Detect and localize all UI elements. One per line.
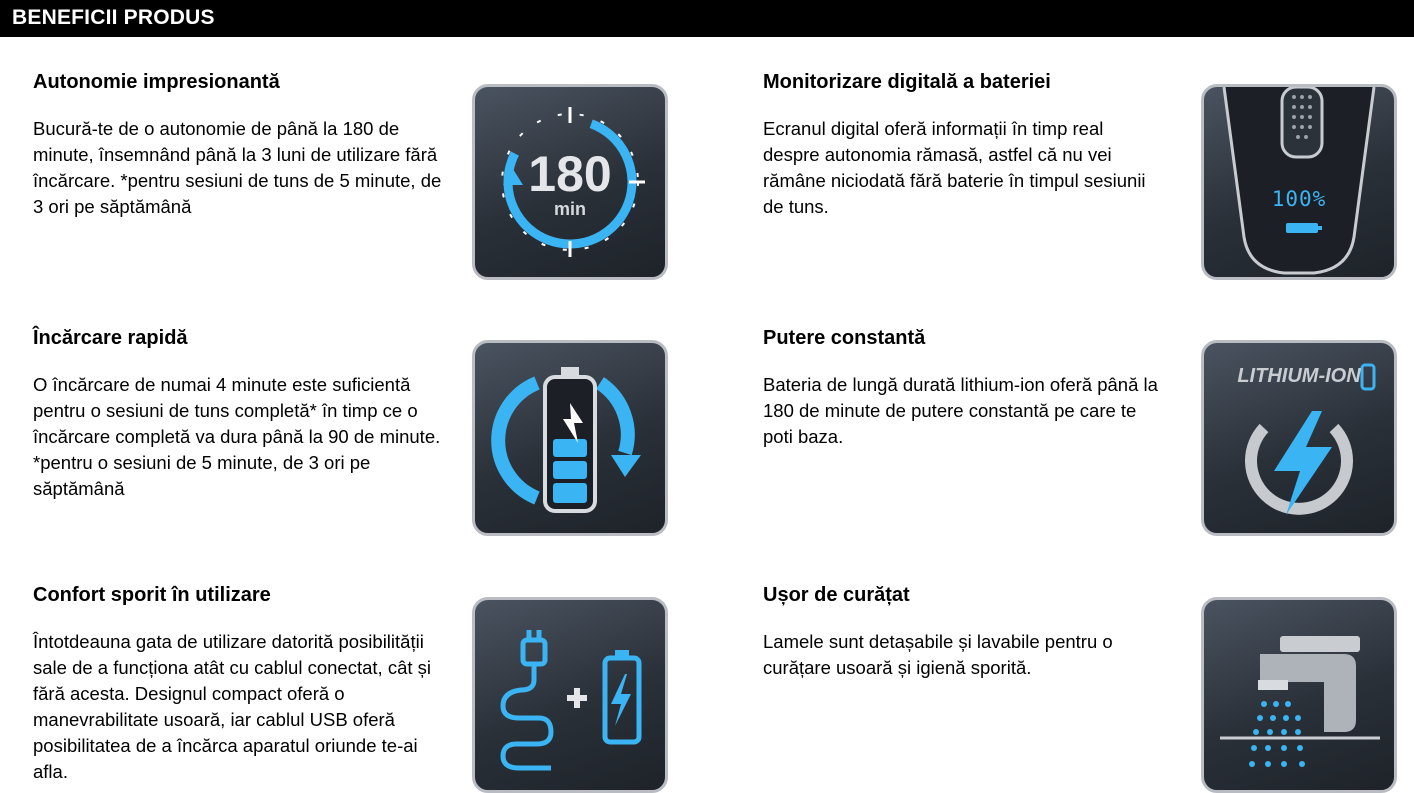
feature-title: Confort sporit în utilizare (33, 584, 271, 606)
page-title: BENEFICII PRODUS (12, 6, 215, 29)
feature-text: Ecranul digital oferă informații în timp real despre autonomia rămasă, astfel că nu vei rămâne niciodată fără baterie în timpul sesiunii de tuns. (763, 118, 1146, 217)
fast-charge-battery-icon (472, 340, 668, 536)
feature-title: Ușor de curățat (763, 584, 910, 606)
feature-text: Lamele sunt detașabile și lavabile pentru o curățare usoară și igienă sporită. (763, 631, 1113, 678)
feature-title: Autonomie impresionantă (33, 71, 280, 93)
feature-battery-monitor (763, 70, 1183, 220)
timer-number: 180 (528, 146, 612, 202)
feature-fast-charge (33, 326, 453, 502)
feature-constant-power (763, 326, 1183, 450)
feature-title: Încărcare rapidă (33, 327, 188, 349)
feature-comfort (33, 583, 453, 785)
lithium-ion-label: LITHIUM-ION (1237, 365, 1361, 387)
feature-text: Bucură-te de o autonomie de până la 180 de minute, însemnând până la 3 luni de utilizare fără încărcare. *pentru sesiuni de tuns de 5 minute, de 3 ori pe săptămână (33, 118, 442, 217)
feature-text: O încărcare de numai 4 minute este suficientă pentru o sesiuni de tuns completă* în timp ce o încărcare completă va dura până la 90 de minute. *pentru o sesiuni de 5 minute, de 3 ori pe săptămână (33, 374, 441, 499)
timer-180-min-icon (472, 84, 668, 280)
cord-plus-battery-icon (472, 597, 668, 793)
trimmer-battery-display-icon (1201, 84, 1397, 280)
water-tap-icon (1201, 597, 1397, 793)
lithium-ion-power-icon (1201, 340, 1397, 536)
header-bar (0, 0, 1414, 37)
feature-autonomy (33, 70, 453, 220)
feature-text: Întotdeauna gata de utilizare datorită posibilității sale de a funcționa atât cu cablul conectat, cât și fără acesta. Designul compact oferă o manevrabilitate usoară, iar cablul USB oferă posibilitatea de a încărca aparatul oriunde te-ai afla. (33, 631, 431, 782)
feature-title: Monitorizare digitală a bateriei (763, 71, 1051, 93)
timer-unit: min (553, 199, 586, 219)
feature-easy-clean (763, 583, 1183, 681)
feature-title: Putere constantă (763, 327, 926, 349)
feature-text: Bateria de lungă durată lithium-ion oferă până la 180 de minute de putere constantă pe care te poti baza. (763, 374, 1158, 447)
battery-display-text: 100% (1271, 187, 1327, 211)
